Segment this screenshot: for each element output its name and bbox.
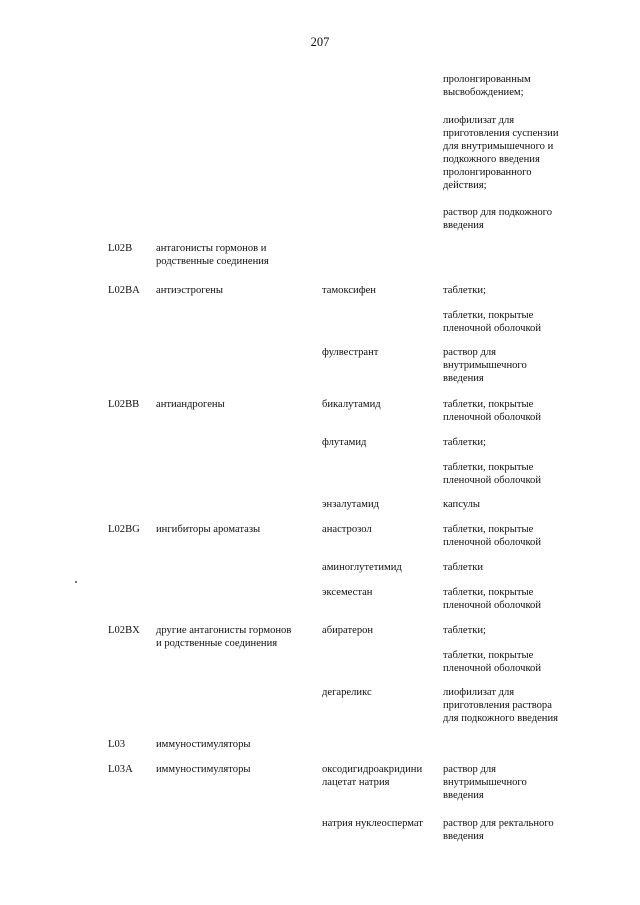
pharmacological-group-line: родственные соединения [156,256,269,267]
dosage-form-line: таблетки; [443,285,486,296]
scan-speck [75,581,77,583]
dosage-form-line: действия; [443,180,487,191]
substance-name-line: оксодигидроакридини [322,764,423,775]
dosage-form-line: раствор для подкожного [443,207,553,218]
dosage-form-line: высвобождением; [443,87,524,98]
dosage-form-line: введения [443,831,484,842]
dosage-form-line: таблетки [443,562,484,573]
dosage-form-line: приготовления раствора [443,700,552,711]
dosage-form-line: пленочной оболочкой [443,600,542,611]
page-number: 207 [310,35,330,49]
atc-code-line: L03A [108,764,133,775]
dosage-form-line: для подкожного введения [443,713,559,724]
dosage-form-line: таблетки, покрытые [443,650,534,661]
dosage-form-line: введения [443,373,484,384]
pharmacological-group-line: антиэстрогены [156,285,223,296]
dosage-form-line: лиофилизат для [443,687,515,698]
dosage-form-line: пленочной оболочкой [443,323,542,334]
dosage-form-line: раствор для ректального [443,818,554,829]
substance-name-line: тамоксифен [322,285,376,296]
substance-name-line: бикалутамид [322,399,381,410]
substance-name-line: эксеместан [322,587,373,598]
substance-name-line: дегареликс [322,687,372,698]
atc-code-line: L02BX [108,625,140,636]
atc-code-line: L02BG [108,524,140,535]
substance-name-line: лацетат натрия [322,777,390,788]
dosage-form-line: пленочной оболочкой [443,475,542,486]
dosage-form-line: для внутримышечного и [443,141,554,152]
dosage-form-line: лиофилизат для [443,115,515,126]
dosage-form-line: приготовления суспензии [443,128,559,139]
dosage-form-line: таблетки; [443,437,486,448]
pharmacological-group-line: антиандрогены [156,399,225,410]
atc-code-line: L02BB [108,399,140,410]
dosage-form-line: раствор для [443,347,497,358]
dosage-form-line: таблетки, покрытые [443,587,534,598]
dosage-form-line: таблетки, покрытые [443,524,534,535]
dosage-form-line: введения [443,790,484,801]
dosage-form-line: пленочной оболочкой [443,412,542,423]
substance-name-line: флутамид [322,437,367,448]
dosage-form-line: пленочной оболочкой [443,537,542,548]
dosage-form-line: раствор для [443,764,497,775]
pharmacological-group-line: другие антагонисты гормонов [156,625,292,636]
atc-code-line: L02BA [108,285,140,296]
substance-name-line: анастрозол [322,524,372,535]
dosage-form-line: таблетки, покрытые [443,399,534,410]
pharmacological-group-line: ингибиторы ароматазы [156,524,261,535]
dosage-form-line: таблетки; [443,625,486,636]
atc-code-line: L02B [108,243,133,254]
atc-code-line: L03 [108,739,126,750]
dosage-form-line: подкожного введения [443,154,540,165]
dosage-form-line: внутримышечного [443,360,527,371]
substance-name-line: абиратерон [322,625,374,636]
dosage-form-line: пролонгированным [443,74,531,85]
substance-name-line: аминоглутетимид [322,562,402,573]
pharmacological-group-line: антагонисты гормонов и [156,243,267,254]
dosage-form-line: таблетки, покрытые [443,310,534,321]
substance-name-line: энзалутамид [322,499,380,510]
dosage-form-line: таблетки, покрытые [443,462,534,473]
substance-name-line: натрия нуклеоспермат [322,818,423,829]
dosage-form-line: внутримышечного [443,777,527,788]
pharmacological-group-line: иммуностимуляторы [156,739,251,750]
substance-name-line: фулвестрант [322,347,379,358]
pharmacological-group-line: и родственные соединения [156,638,278,649]
dosage-form-line: капсулы [443,499,481,510]
dosage-form-line: пролонгированного [443,167,532,178]
dosage-form-line: пленочной оболочкой [443,663,542,674]
dosage-form-line: введения [443,220,484,231]
pharmacological-group-line: иммуностимуляторы [156,764,251,775]
